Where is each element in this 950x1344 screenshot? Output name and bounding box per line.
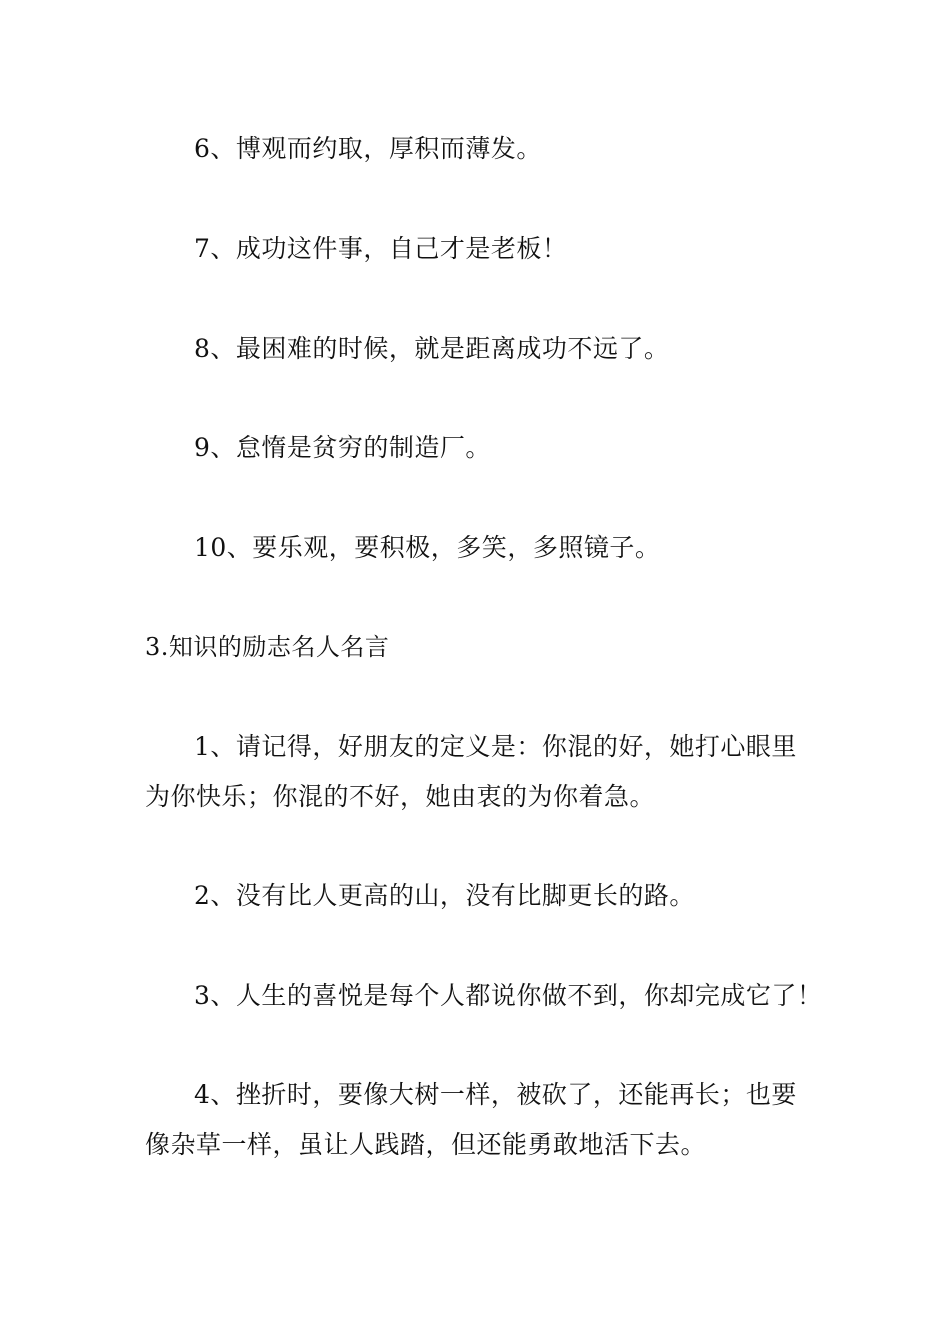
quote-item-4-line1: 4、挫折时，要像大树一样，被砍了，还能再长；也要 xyxy=(194,1080,797,1109)
quote-item-1-line2: 为你快乐；你混的不好，她由衷的为你着急。 xyxy=(145,782,656,811)
quote-item-4-line2: 像杂草一样，虽让人践踏，但还能勇敢地活下去。 xyxy=(145,1130,707,1159)
quote-item-7: 7、成功这件事，自己才是老板！ xyxy=(194,234,568,263)
quote-item-2: 2、没有比人更高的山，没有比脚更长的路。 xyxy=(194,881,695,910)
quote-item-10: 10、要乐观，要积极，多笑，多照镜子。 xyxy=(194,533,661,562)
quote-item-9: 9、怠惰是贫穷的制造厂。 xyxy=(194,433,491,462)
quote-item-8: 8、最困难的时候，就是距离成功不远了。 xyxy=(194,334,670,363)
quote-item-3: 3、人生的喜悦是每个人都说你做不到，你却完成它了！ xyxy=(194,981,823,1010)
section-heading: 3.知识的励志名人名言 xyxy=(145,633,390,661)
quote-item-1-line1: 1、请记得，好朋友的定义是：你混的好，她打心眼里 xyxy=(194,732,797,761)
quote-item-6: 6、博观而约取，厚积而薄发。 xyxy=(194,134,542,163)
